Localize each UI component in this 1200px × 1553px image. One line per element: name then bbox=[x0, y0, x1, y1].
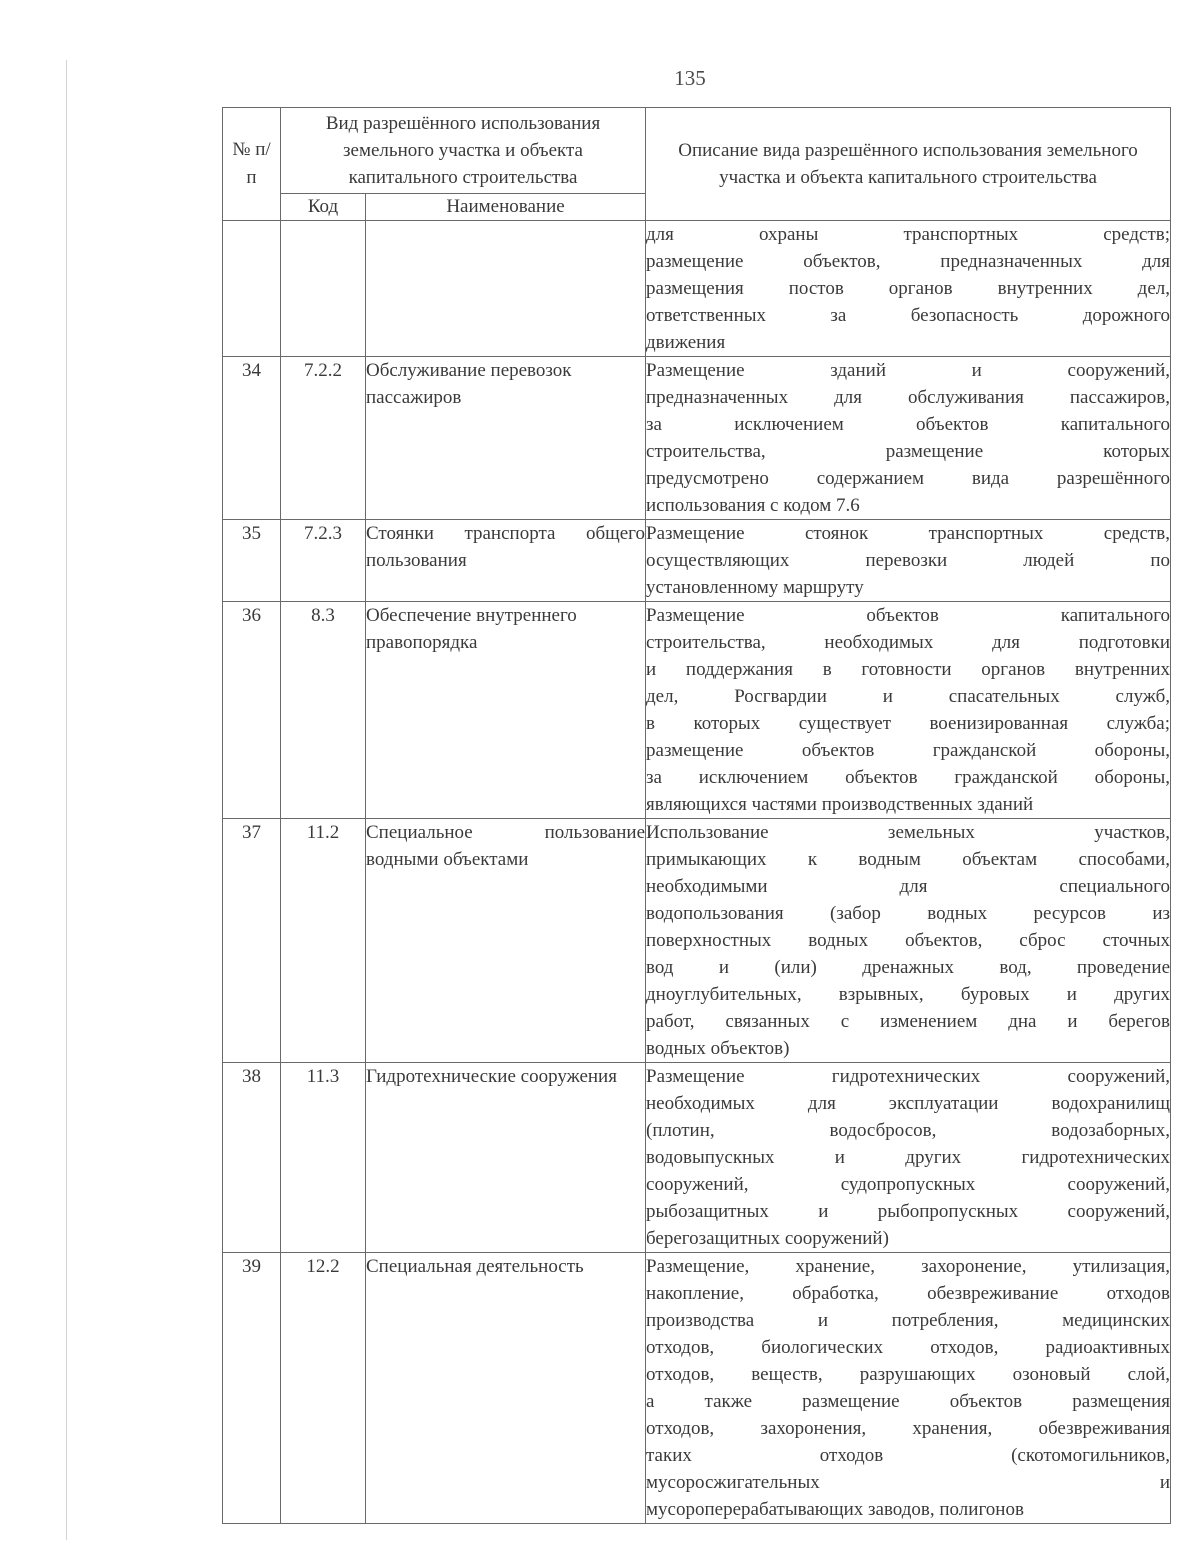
page-number: 135 bbox=[674, 66, 706, 90]
table-header bbox=[223, 108, 1171, 221]
description-line: дел, Росгвардии и спасательных служб, bbox=[646, 686, 1171, 707]
description-line: рыбозащитных и рыбопропускных сооружений, bbox=[646, 1201, 1171, 1222]
row-description bbox=[646, 1063, 1171, 1253]
row-number: 36 bbox=[223, 602, 281, 819]
description-line: мусоросжигательных и bbox=[646, 1472, 1171, 1493]
description-line: за исключением объектов капитального bbox=[646, 414, 1171, 435]
description-line: поверхностных водных объектов, сброс сточных bbox=[646, 930, 1171, 951]
description-line: размещения постов органов внутренних дел, bbox=[646, 278, 1171, 299]
table-row bbox=[223, 520, 1171, 602]
table-body bbox=[223, 221, 1171, 1524]
description-line: Размещение, хранение, захоронение, утилизация, bbox=[646, 1256, 1171, 1277]
header-desc: Описание вида разрешённого использования земельного участка и объекта капитального строительства bbox=[646, 108, 1171, 221]
description-line: отходов, биологических отходов, радиоактивных bbox=[646, 1337, 1171, 1358]
description-line: (плотин, водосбросов, водозаборных, bbox=[646, 1120, 1171, 1141]
description-line: в которых существует военизированная служба; bbox=[646, 713, 1171, 734]
description-line: производства и потребления, медицинских bbox=[646, 1310, 1171, 1331]
description-line: осуществляющих перевозки людей по bbox=[646, 550, 1171, 571]
row-number: 38 bbox=[223, 1063, 281, 1253]
table-row bbox=[223, 221, 1171, 357]
row-code: 7.2.2 bbox=[281, 357, 366, 520]
description-line: строительства, необходимых для подготовки bbox=[646, 632, 1171, 653]
header-name: Наименование bbox=[366, 194, 646, 221]
description-line: Размещение гидротехнических сооружений, bbox=[646, 1066, 1171, 1087]
row-description bbox=[646, 221, 1171, 357]
description-line: водных объектов) bbox=[646, 1038, 790, 1059]
description-line: Размещение стоянок транспортных средств, bbox=[646, 523, 1171, 544]
table-row bbox=[223, 819, 1171, 1063]
description-line: вод и (или) дренажных вод, проведение bbox=[646, 957, 1171, 978]
table-row bbox=[223, 1253, 1171, 1524]
row-number: 39 bbox=[223, 1253, 281, 1524]
description-line: строительства, размещение которых bbox=[646, 441, 1171, 462]
row-description bbox=[646, 1253, 1171, 1524]
table-row bbox=[223, 602, 1171, 819]
row-code: 11.2 bbox=[281, 819, 366, 1063]
description-line: ответственных за безопасность дорожного bbox=[646, 305, 1171, 326]
header-group: Вид разрешённого использования земельного участка и объекта капитального строительства bbox=[281, 108, 646, 194]
row-code: 11.3 bbox=[281, 1063, 366, 1253]
description-line: использования с кодом 7.6 bbox=[646, 495, 860, 516]
table-row bbox=[223, 357, 1171, 520]
description-line: примыкающих к водным объектам способами, bbox=[646, 849, 1171, 870]
description-line: за исключением объектов гражданской обороны, bbox=[646, 767, 1171, 788]
row-code: 8.3 bbox=[281, 602, 366, 819]
row-number: 37 bbox=[223, 819, 281, 1063]
description-line: размещение объектов, предназначенных для bbox=[646, 251, 1171, 272]
description-line: сооружений, судопропускных сооружений, bbox=[646, 1174, 1171, 1195]
description-line: накопление, обработка, обезвреживание отходов bbox=[646, 1283, 1171, 1304]
row-name bbox=[366, 221, 646, 357]
description-line: необходимых для эксплуатации водохранилищ bbox=[646, 1093, 1171, 1114]
description-line: установленному маршруту bbox=[646, 577, 864, 598]
description-line: необходимыми для специального bbox=[646, 876, 1171, 897]
description-line: водовыпускных и других гидротехнических bbox=[646, 1147, 1171, 1168]
row-description bbox=[646, 357, 1171, 520]
row-number: 35 bbox=[223, 520, 281, 602]
description-line: а также размещение объектов размещения bbox=[646, 1391, 1171, 1412]
description-line: и поддержания в готовности органов внутренних bbox=[646, 659, 1171, 680]
description-line: Размещение зданий и сооружений, bbox=[646, 360, 1171, 381]
row-description bbox=[646, 819, 1171, 1063]
description-line: движения bbox=[646, 332, 726, 353]
row-code bbox=[281, 221, 366, 357]
row-number bbox=[223, 221, 281, 357]
row-description bbox=[646, 602, 1171, 819]
description-line: водопользования (забор водных ресурсов из bbox=[646, 903, 1171, 924]
row-description bbox=[646, 520, 1171, 602]
description-line: размещение объектов гражданской обороны, bbox=[646, 740, 1171, 761]
description-line: отходов, веществ, разрушающих озоновый слой, bbox=[646, 1364, 1171, 1385]
description-line: для охраны транспортных средств; bbox=[646, 224, 1171, 245]
description-line: работ, связанных с изменением дна и берегов bbox=[646, 1011, 1171, 1032]
page-margin-line bbox=[66, 60, 67, 1540]
description-line: дноуглубительных, взрывных, буровых и других bbox=[646, 984, 1171, 1005]
land-use-table bbox=[222, 107, 1171, 1524]
row-name: Специальная деятельность bbox=[366, 1253, 646, 1524]
row-number: 34 bbox=[223, 357, 281, 520]
row-name: Обслуживание перевозок пассажиров bbox=[366, 357, 646, 520]
row-name: Обеспечение внутреннего правопорядка bbox=[366, 602, 646, 819]
description-line: предназначенных для обслуживания пассажиров, bbox=[646, 387, 1171, 408]
description-line: таких отходов (скотомогильников, bbox=[646, 1445, 1171, 1466]
description-line: берегозащитных сооружений) bbox=[646, 1228, 889, 1249]
row-code: 12.2 bbox=[281, 1253, 366, 1524]
row-name: Стоянки транспорта общего пользования bbox=[366, 520, 646, 602]
description-line: мусороперерабатывающих заводов, полигонов bbox=[646, 1499, 1024, 1520]
description-line: предусмотрено содержанием вида разрешённого bbox=[646, 468, 1171, 489]
description-line: Использование земельных участков, bbox=[646, 822, 1171, 843]
row-name: Гидротехнические сооружения bbox=[366, 1063, 646, 1253]
row-name: Специальное пользование водными объектами bbox=[366, 819, 646, 1063]
description-line: Размещение объектов капитального bbox=[646, 605, 1171, 626]
row-code: 7.2.3 bbox=[281, 520, 366, 602]
description-line: являющихся частями производственных зданий bbox=[646, 794, 1034, 815]
header-code: Код bbox=[281, 194, 366, 221]
header-num: № п/п bbox=[223, 108, 281, 221]
table-row bbox=[223, 1063, 1171, 1253]
description-line: отходов, захоронения, хранения, обезвреживания bbox=[646, 1418, 1171, 1439]
